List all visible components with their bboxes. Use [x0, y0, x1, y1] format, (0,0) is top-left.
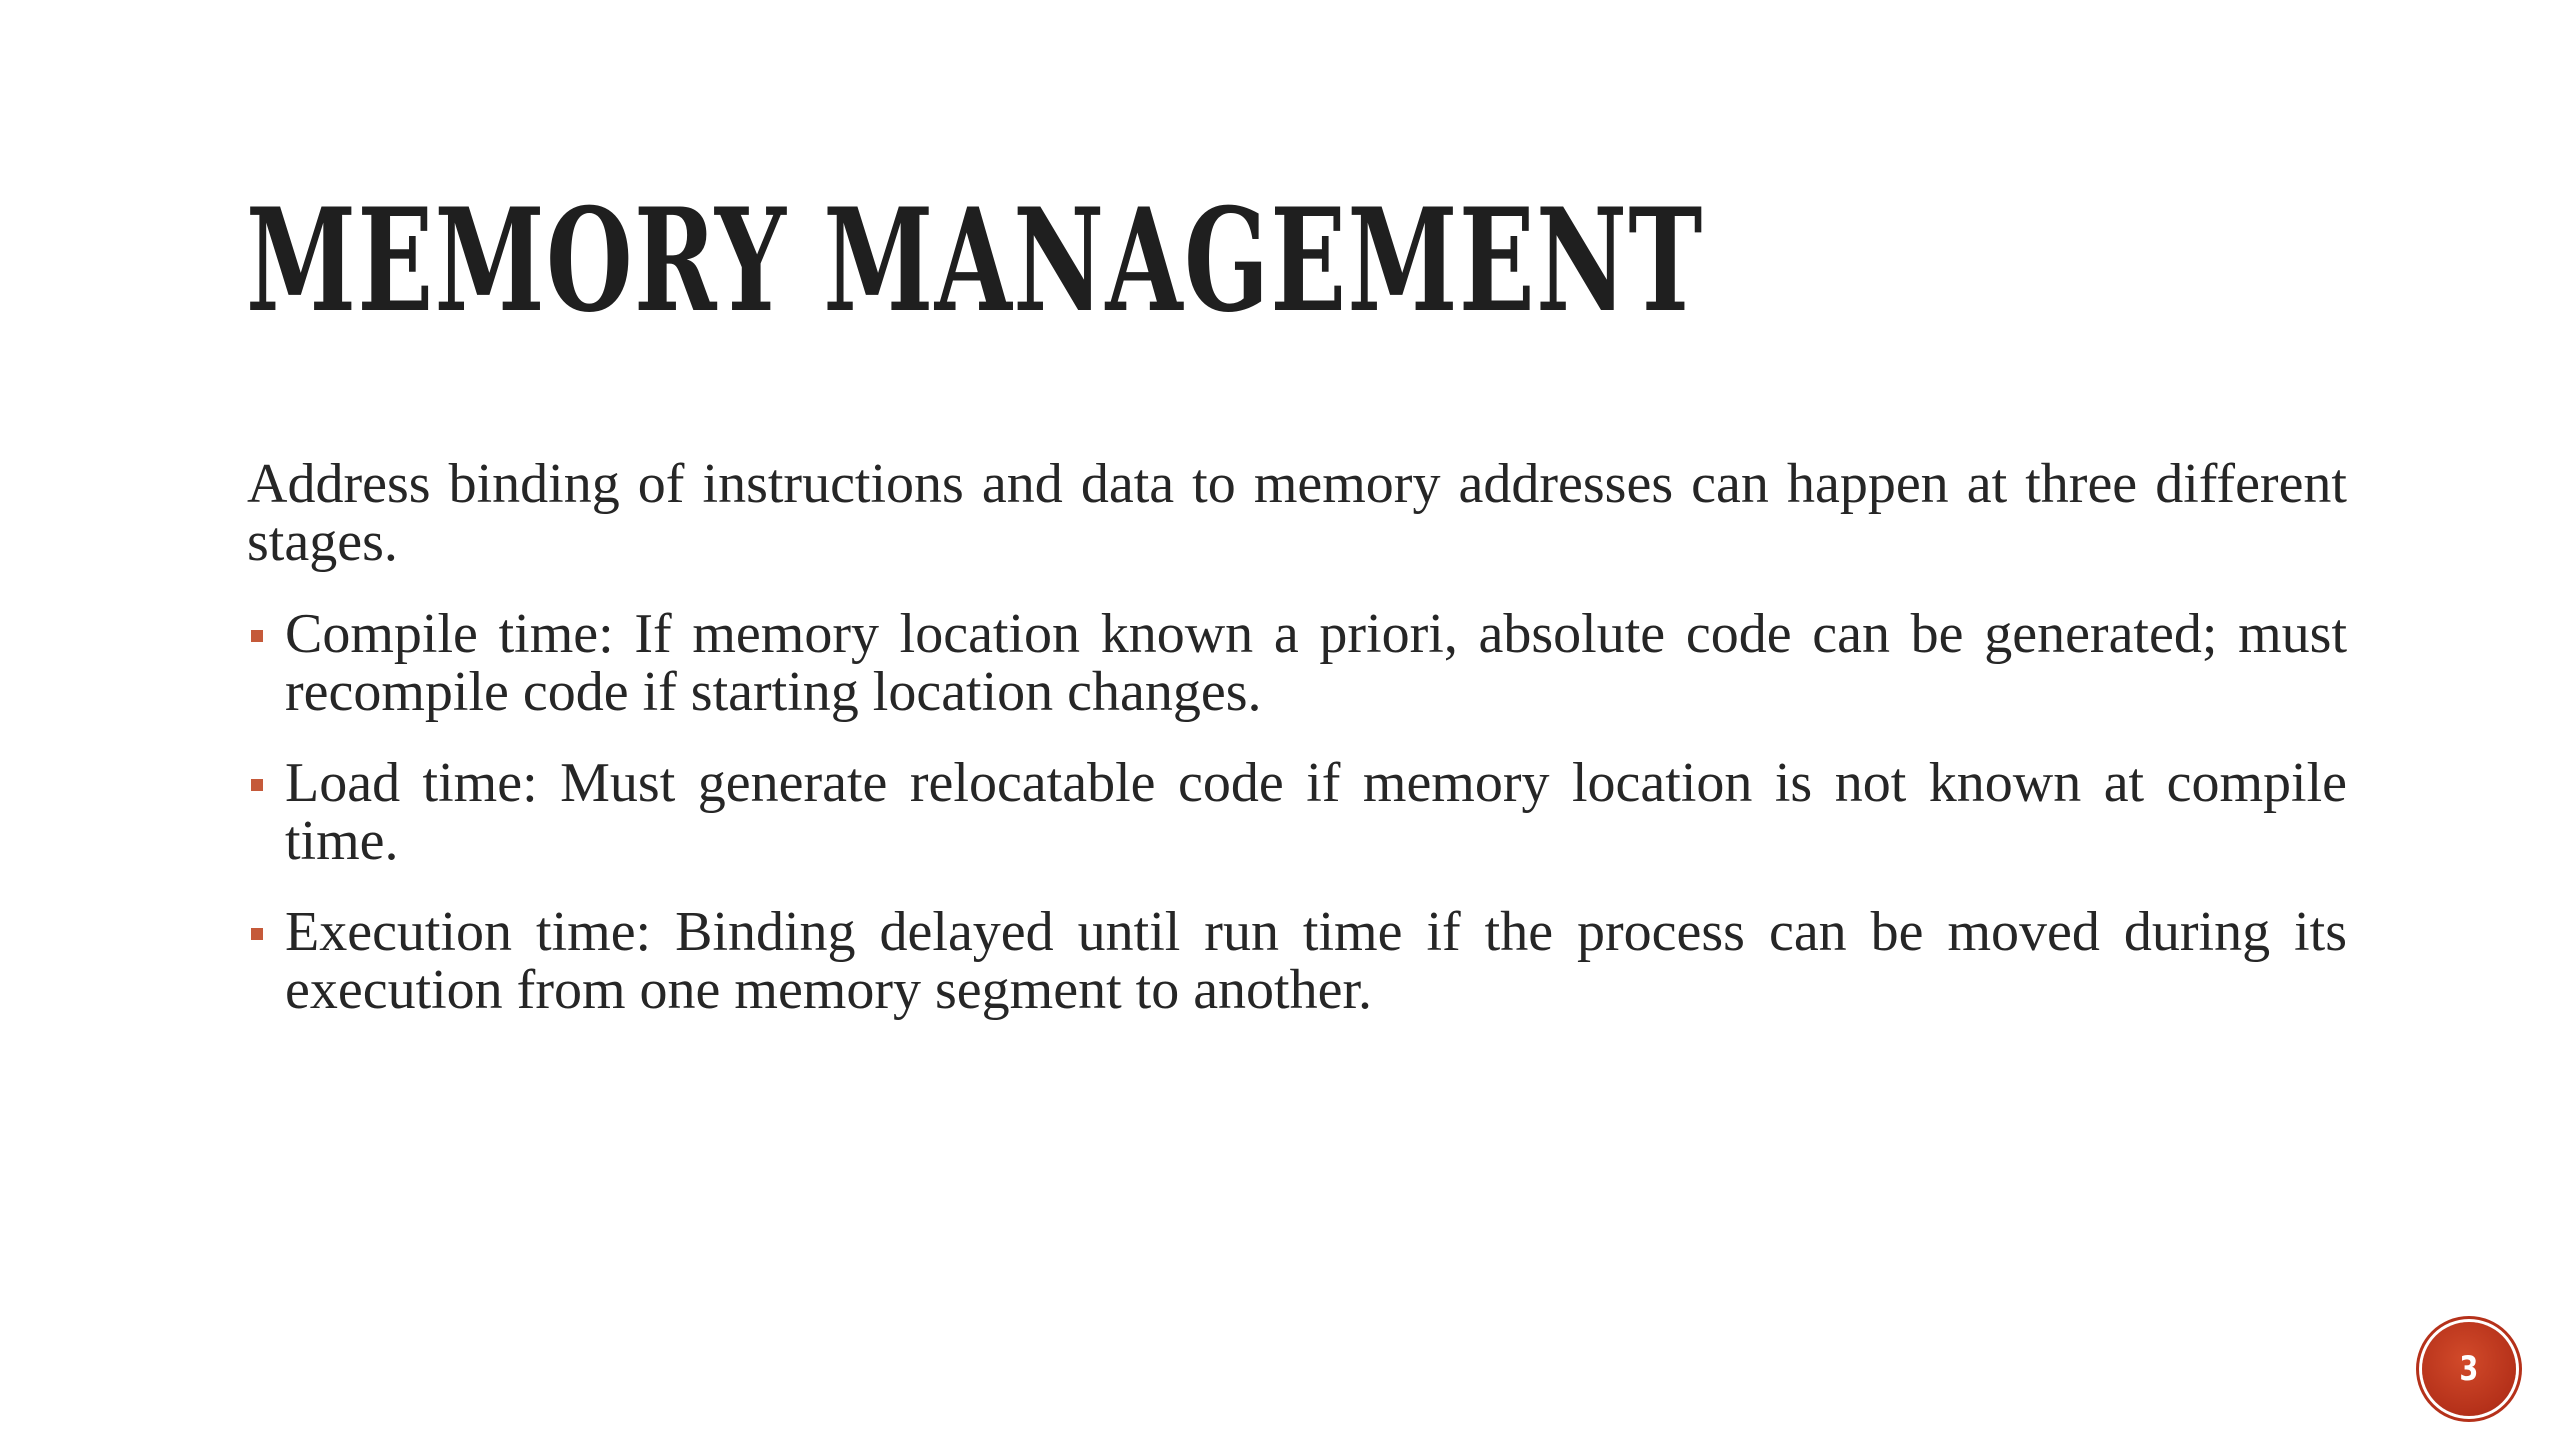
bullet-item-execution-time [247, 903, 2347, 1019]
page-number: 3 [2459, 1349, 2479, 1389]
bullet-text: Load time: Must generate relocatable code if memory location is not known at compile time. [285, 752, 2347, 872]
bullet-square-icon [251, 928, 263, 940]
slide-title: MEMORY MANAGEMENT [246, 178, 1704, 344]
slide-content [247, 455, 2347, 1052]
bullet-text: Execution time: Binding delayed until run time if the process can be moved during its execution from one memory segment to another. [285, 901, 2347, 1021]
intro-paragraph: Address binding of instructions and data to memory addresses can happen at three different stages. [247, 453, 2347, 573]
bullet-item-load-time [247, 754, 2347, 870]
bullet-square-icon [251, 630, 263, 642]
bullet-list [247, 605, 2347, 1019]
bullet-item-compile-time [247, 605, 2347, 721]
page-number-badge [2422, 1322, 2516, 1416]
bullet-square-icon [251, 779, 263, 791]
bullet-text: Compile time: If memory location known a priori, absolute code can be generated; must recompile code if starting location changes. [285, 603, 2347, 723]
